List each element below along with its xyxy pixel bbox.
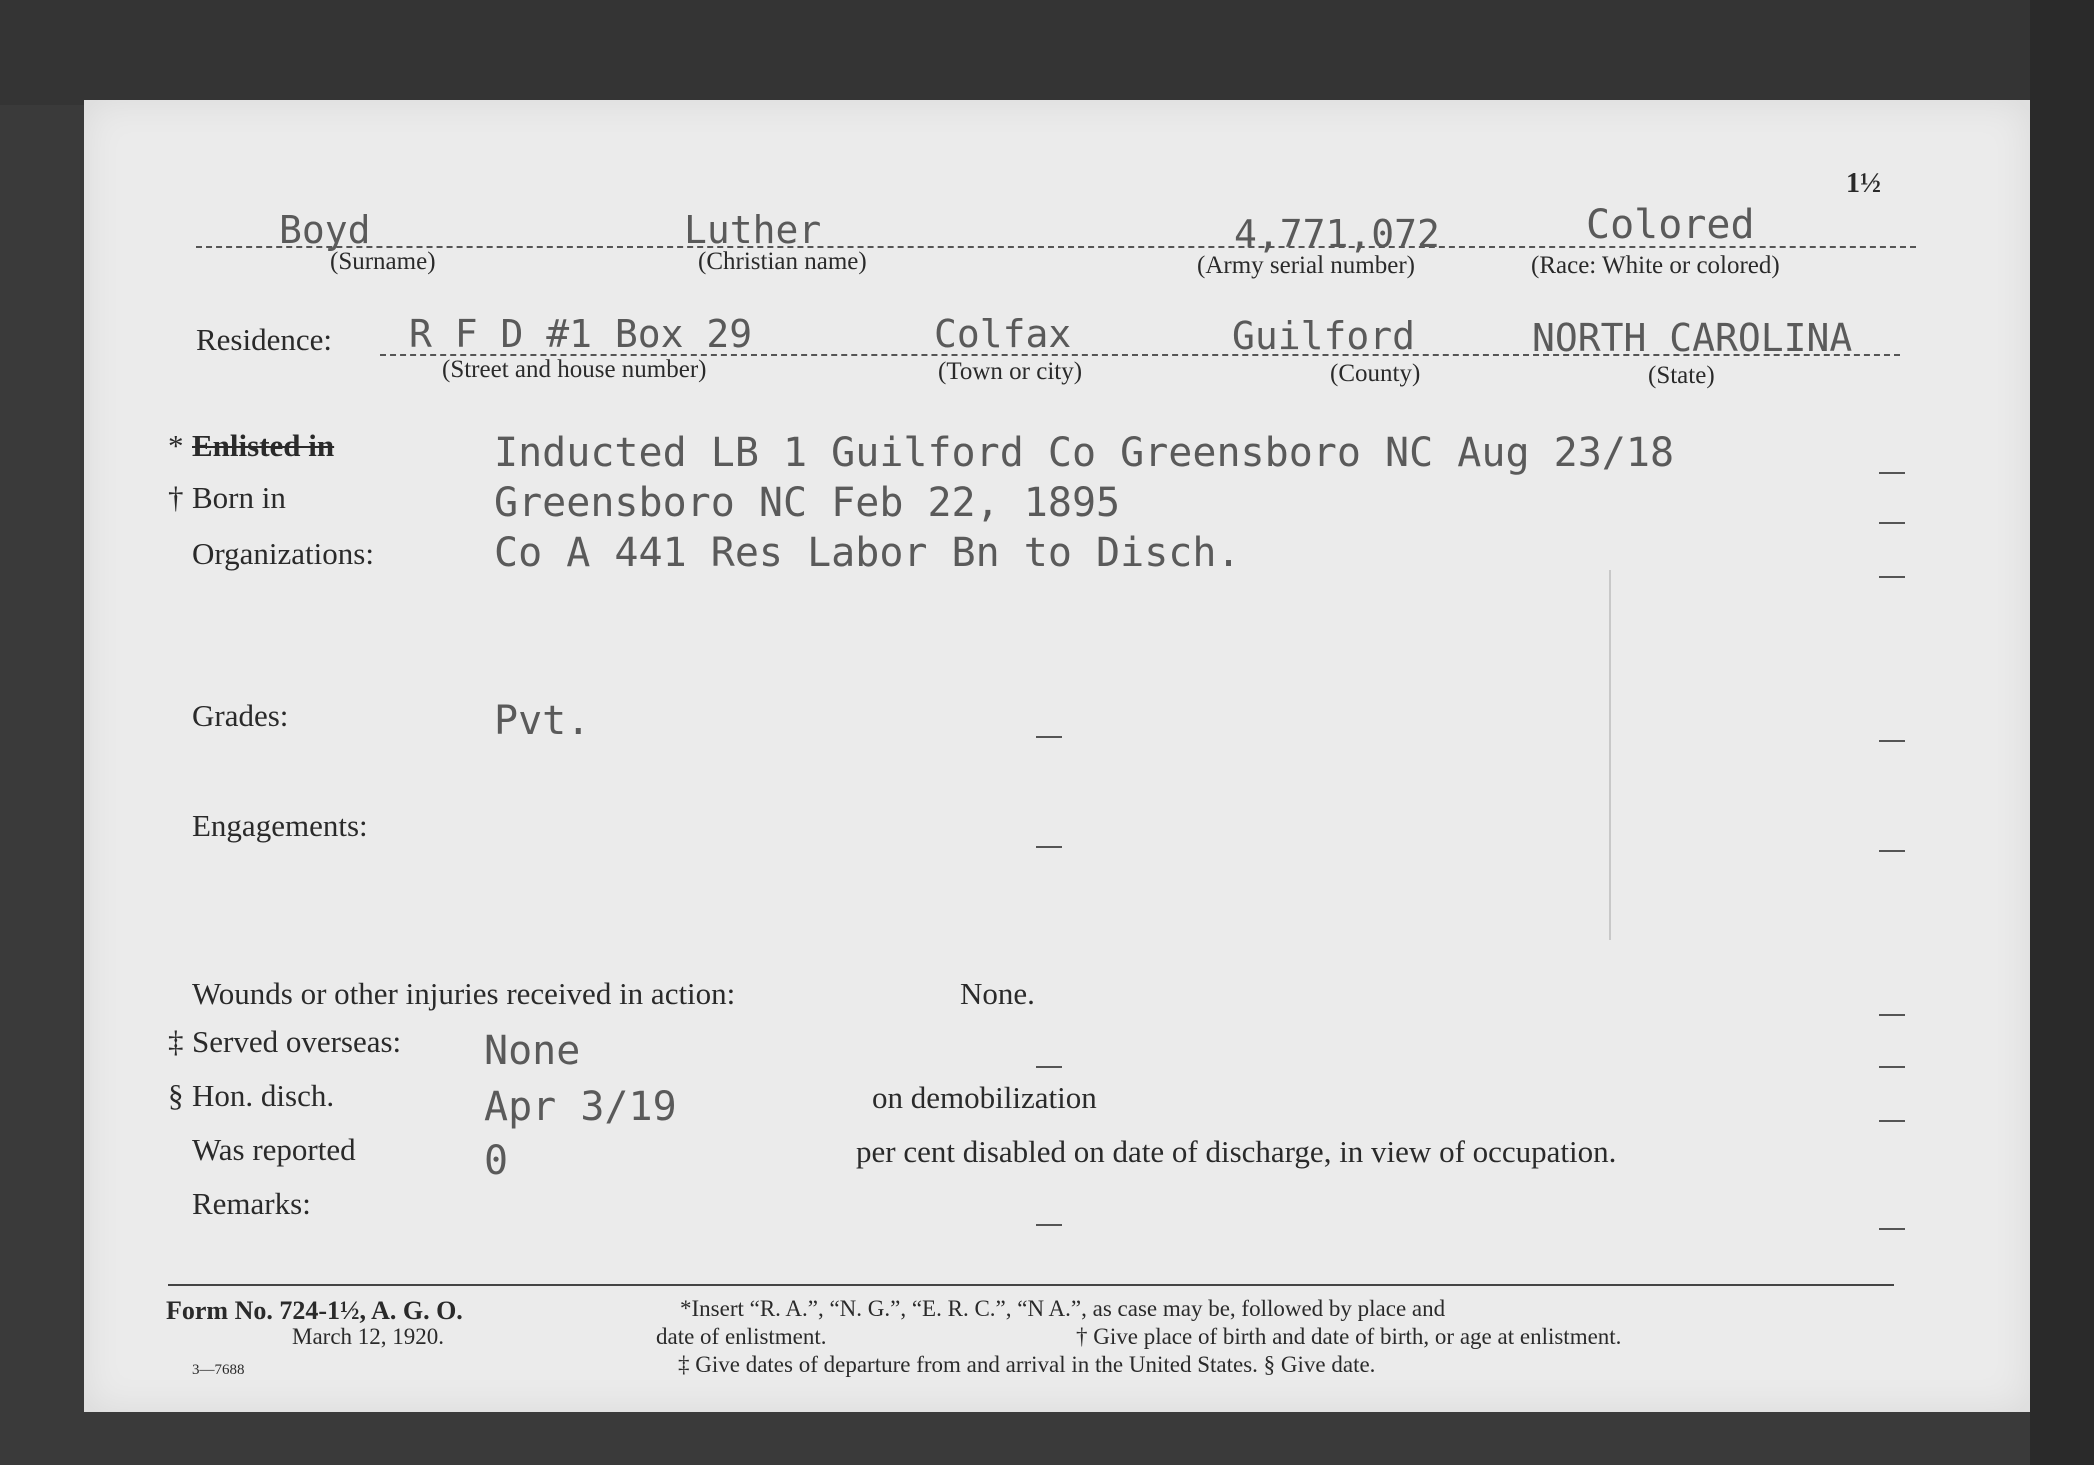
- born-label: Born in: [192, 480, 286, 515]
- service-record-card: [84, 100, 2030, 1412]
- grades-label: Grades:: [192, 698, 289, 733]
- enlisted-dash: [1879, 472, 1905, 474]
- form-date: March 12, 1920.: [292, 1324, 445, 1349]
- grades-dash: [1879, 740, 1905, 742]
- engagements-dash: [1879, 850, 1905, 852]
- residence-street-value: R F D #1 Box 29: [409, 312, 753, 356]
- hon-disch-dash: [1879, 1120, 1905, 1122]
- reported-label: Was reported: [192, 1132, 356, 1167]
- footnote-birth: † Give place of birth and date of birth, or age at enlistment.: [1076, 1324, 1622, 1349]
- race-caption: (Race: White or colored): [1531, 252, 1780, 279]
- scanner-background-right: [2030, 0, 2094, 1465]
- residence-label: Residence:: [196, 322, 333, 357]
- enlisted-mark: *: [168, 428, 184, 463]
- organizations-dash: [1879, 576, 1905, 578]
- footnote-enlistment-b: date of enlistment.: [656, 1324, 827, 1349]
- street-caption: (Street and house number): [442, 356, 707, 383]
- remarks-mid-dash: [1036, 1224, 1062, 1226]
- hon-disch-suffix: on demobilization: [872, 1080, 1097, 1115]
- born-value: Greensboro NC Feb 22, 1895: [494, 480, 1121, 526]
- engagements-label: Engagements:: [192, 808, 368, 843]
- christian-name-caption: (Christian name): [698, 248, 867, 275]
- remarks-dash: [1879, 1228, 1905, 1230]
- grades-mid-dash: [1036, 736, 1062, 738]
- page-number: 1½: [1846, 168, 1881, 199]
- footnote-enlistment-a: *Insert “R. A.”, “N. G.”, “E. R. C.”, “N A.”, as case may be, followed by place and: [680, 1296, 1446, 1321]
- overseas-dash: [1879, 1066, 1905, 1068]
- wounds-dash: [1879, 1014, 1905, 1016]
- hon-disch-value: Apr 3/19: [484, 1084, 677, 1130]
- overseas-mid-dash: [1036, 1066, 1062, 1068]
- state-caption: (State): [1648, 362, 1715, 389]
- overseas-value: None: [484, 1028, 581, 1074]
- organizations-label: Organizations:: [192, 536, 374, 571]
- enlisted-value: Inducted LB 1 Guilford Co Greensboro NC Aug 23/18: [494, 430, 1675, 476]
- card-crease: [1609, 570, 1611, 940]
- remarks-label: Remarks:: [192, 1186, 311, 1221]
- town-caption: (Town or city): [938, 358, 1083, 385]
- christian-name-value: Luther: [684, 208, 822, 252]
- residence-state-value: NORTH CAROLINA: [1532, 316, 1853, 360]
- form-number: Form No. 724-1½, A. G. O.: [166, 1296, 463, 1325]
- hon-disch-mark: §: [168, 1078, 184, 1113]
- reported-value: 0: [484, 1138, 509, 1184]
- born-mark: †: [168, 480, 184, 515]
- race-value: Colored: [1586, 202, 1755, 248]
- surname-caption: (Surname): [330, 248, 436, 275]
- surname-value: Boyd: [279, 208, 371, 252]
- scanner-background-top: [0, 0, 2094, 105]
- organizations-value: Co A 441 Res Labor Bn to Disch.: [494, 530, 1241, 576]
- engagements-mid-dash: [1036, 846, 1062, 848]
- born-dash: [1879, 522, 1905, 524]
- enlisted-label: Enlisted in: [192, 428, 335, 463]
- grades-value: Pvt.: [494, 698, 591, 744]
- overseas-mark: ‡: [168, 1024, 184, 1059]
- residence-town-value: Colfax: [934, 312, 1072, 356]
- serial-number-caption: (Army serial number): [1197, 252, 1415, 279]
- hon-disch-label: Hon. disch.: [192, 1078, 335, 1113]
- serial-number-value: 4,771,072: [1234, 212, 1440, 256]
- wounds-value: None.: [960, 976, 1035, 1011]
- print-code: 3—7688: [192, 1362, 245, 1378]
- overseas-label: Served overseas:: [192, 1024, 402, 1059]
- footnote-overseas: ‡ Give dates of departure from and arrival in the United States. § Give date.: [678, 1352, 1376, 1377]
- county-caption: (County): [1330, 360, 1421, 387]
- wounds-label: Wounds or other injuries received in action:: [192, 976, 736, 1011]
- reported-suffix: per cent disabled on date of discharge, in view of occupation.: [856, 1134, 1617, 1169]
- footer-rule: [168, 1284, 1894, 1286]
- residence-county-value: Guilford: [1232, 314, 1416, 358]
